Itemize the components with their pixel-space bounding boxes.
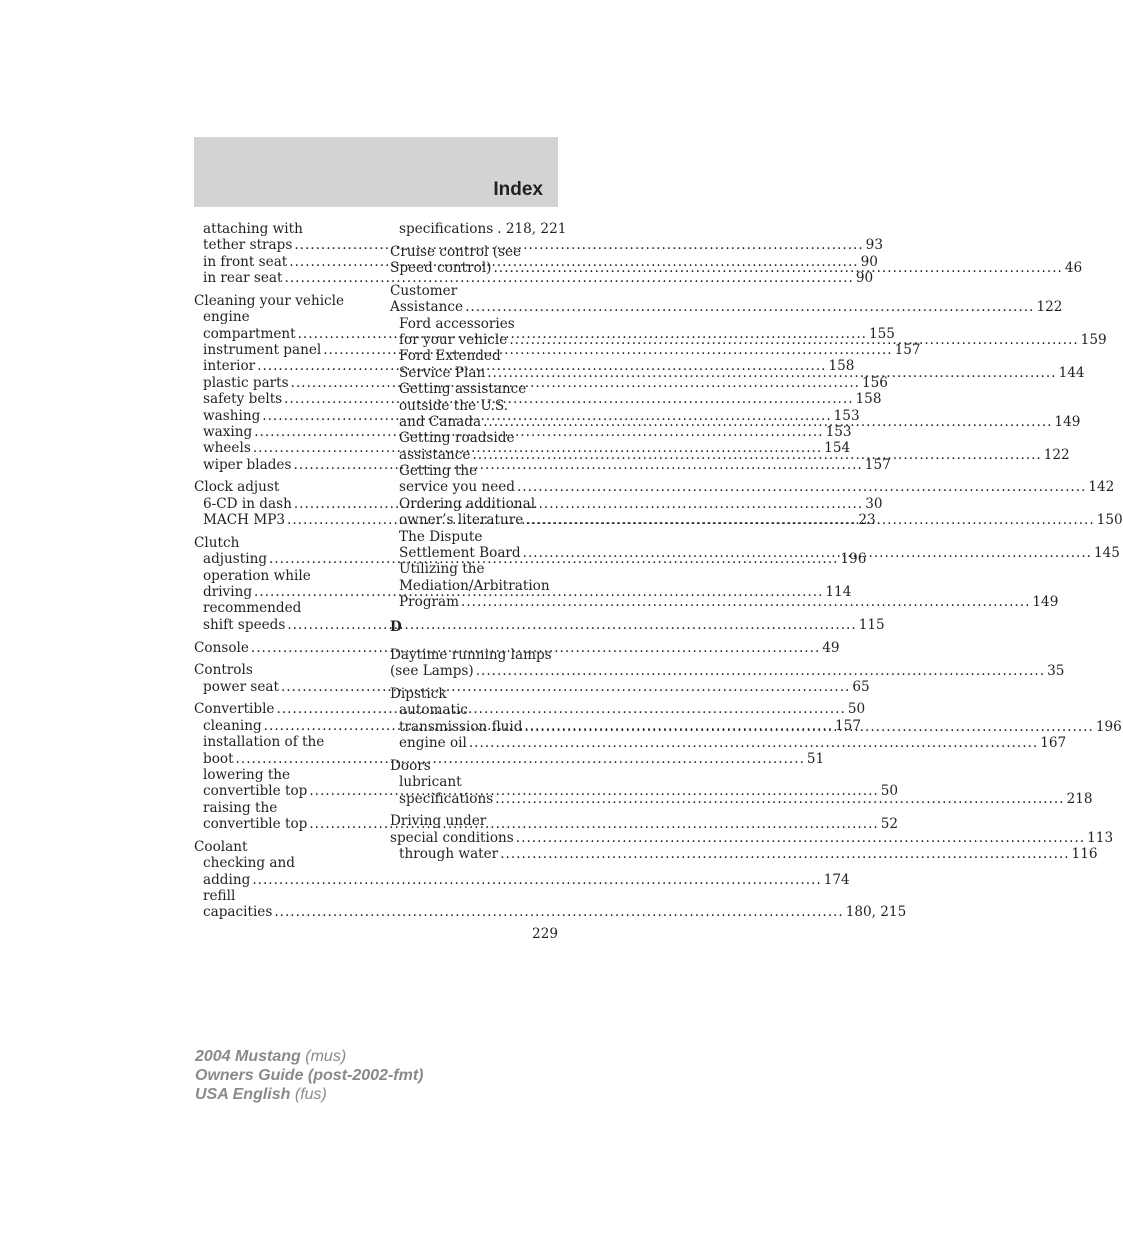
- entry-term: The Dispute: [399, 528, 483, 545]
- index-subentry: [390, 221, 567, 237]
- entry-term: checking and: [203, 855, 295, 872]
- entry-page-ref: 153: [825, 423, 852, 440]
- footer-line-1: [195, 1047, 423, 1066]
- index-subentry: [390, 430, 558, 446]
- entry-term: specifications: [399, 790, 494, 807]
- index-subentry: [194, 888, 362, 904]
- entry-page-ref: 156: [861, 374, 888, 391]
- index-subentry: [194, 270, 874, 287]
- leader-dots: [495, 791, 1064, 807]
- entry-term: MACH MP3: [203, 512, 286, 529]
- entry-page-ref: 154: [824, 440, 851, 457]
- entry-term: driving: [203, 584, 253, 601]
- index-subentry: [390, 381, 558, 397]
- index-header-bar: [194, 137, 558, 207]
- page-number: 229: [532, 926, 558, 942]
- leader-dots: [476, 663, 1045, 679]
- entry-term: for your vehicle: [399, 331, 508, 348]
- index-entry: [194, 839, 362, 855]
- entry-term: automatic: [399, 702, 468, 719]
- entry-term: Getting roadside: [399, 430, 515, 447]
- entry-page-ref: 23: [858, 512, 876, 529]
- index-entry: [194, 662, 362, 678]
- entry-term: wiper blades: [203, 456, 292, 473]
- entry-term: Ford Extended: [399, 348, 501, 365]
- index-subentry: [194, 568, 362, 584]
- leader-dots: [509, 332, 1078, 348]
- entry-page-ref: 158: [828, 358, 855, 375]
- entry-term: washing: [203, 407, 261, 424]
- entry-term: Assistance: [390, 299, 464, 316]
- entry-page-ref: 149: [1054, 413, 1081, 430]
- entry-page-ref: 49: [822, 639, 840, 656]
- entry-page-ref: 142: [1088, 479, 1115, 496]
- index-subentry: [390, 496, 558, 512]
- entry-page-ref: 158: [855, 391, 882, 408]
- entry-term: recommended: [203, 600, 302, 617]
- entry-term: in front seat: [203, 253, 288, 270]
- entry-term: engine oil: [399, 735, 467, 752]
- index-entry: [194, 293, 362, 309]
- entry-page-ref: 218: [1066, 790, 1093, 807]
- index-subentry: [194, 734, 362, 750]
- index-entry: [390, 647, 558, 663]
- section-letter: D: [390, 618, 402, 635]
- entry-term: Program: [399, 594, 460, 611]
- entry-page-ref: 90: [860, 253, 878, 270]
- index-entry: [194, 535, 362, 551]
- entry-term: Ford accessories: [399, 315, 515, 332]
- index-subentry: [390, 398, 558, 414]
- entry-term: (see Lamps): [390, 663, 474, 680]
- entry-page-ref: 50: [880, 783, 899, 800]
- entry-page-ref: 46: [1064, 260, 1083, 277]
- leader-dots: [294, 237, 863, 253]
- leader-dots: [500, 846, 1069, 862]
- entry-page-ref: 122: [1036, 299, 1063, 316]
- entry-term: Daytime running lamps: [390, 646, 552, 663]
- index-subentry: [194, 616, 885, 633]
- entry-page-ref: 35: [1047, 663, 1065, 680]
- entry-term: capacities: [203, 904, 273, 921]
- footer-model-code: (mus): [305, 1048, 347, 1065]
- entry-term: Convertible: [194, 701, 275, 718]
- index-subentry: [390, 578, 558, 594]
- entry-term: engine: [203, 309, 250, 326]
- leader-dots: [493, 260, 1062, 276]
- entry-page-ref: 153: [833, 407, 860, 424]
- index-entry: [390, 283, 558, 299]
- leader-dots: [281, 679, 850, 695]
- entry-term: interior: [203, 358, 256, 375]
- index-subentry: [390, 594, 1059, 611]
- entry-term: specifications: [399, 221, 494, 237]
- index-subentry: [194, 767, 362, 783]
- entry-term: Utilizing the: [399, 561, 485, 578]
- entry-term: convertible top: [203, 816, 308, 833]
- entry-page-ref: 196: [840, 551, 867, 568]
- entry-page-ref: 196: [1095, 718, 1122, 735]
- leader-dots: [284, 391, 853, 407]
- entry-page-ref: 167: [1040, 735, 1067, 752]
- leader-dots: [524, 719, 1093, 735]
- leader-dots: [516, 830, 1085, 846]
- index-entry: [390, 829, 1114, 846]
- entry-page-ref: 149: [1032, 594, 1059, 611]
- footer-language-code: (fus): [294, 1086, 327, 1103]
- entry-term: Controls: [194, 662, 253, 679]
- leader-dots: [525, 512, 1094, 528]
- entry-term: Getting assistance: [399, 381, 527, 398]
- leader-dots: [487, 365, 1056, 381]
- entry-page-ref: 51: [806, 750, 825, 767]
- index-entry: [390, 299, 1063, 316]
- entry-term: instrument panel: [203, 342, 322, 359]
- index-subentry: [194, 309, 362, 325]
- entry-term: tether straps: [203, 237, 293, 254]
- entry-term: power seat: [203, 678, 279, 695]
- entry-term: transmission fluid: [399, 718, 523, 735]
- entry-page-ref: 93: [865, 237, 883, 254]
- entry-term: owner’s literature: [399, 512, 524, 529]
- entry-term: shift speeds: [203, 616, 286, 633]
- entry-page-ref: 122: [1043, 446, 1070, 463]
- entry-term: and Canada: [399, 413, 482, 430]
- footer-guide: Owners Guide (post-2002-fmt): [195, 1067, 424, 1084]
- index-subentry: [390, 735, 1067, 752]
- entry-term: cleaning: [203, 717, 262, 734]
- entry-term: special conditions: [390, 829, 514, 846]
- entry-term: Mediation/Arbitration: [399, 577, 550, 594]
- entry-page-ref: 50: [847, 701, 866, 718]
- index-entry: [194, 479, 362, 495]
- entry-term: Customer: [390, 282, 458, 299]
- entry-term: Getting the: [399, 463, 478, 480]
- entry-term: compartment: [203, 325, 296, 342]
- leader-dots: [469, 735, 1038, 751]
- leader-dots: [252, 872, 821, 888]
- index-subentry: [194, 221, 362, 237]
- entry-page-ref: 159: [1080, 331, 1107, 348]
- entry-term: Coolant: [194, 838, 248, 855]
- entry-term: attaching with: [203, 221, 303, 237]
- entry-term: installation of the: [203, 734, 325, 751]
- leader-dots: [274, 904, 843, 920]
- footer-model: 2004 Mustang: [195, 1048, 301, 1065]
- entry-page-ref: . 218, 221: [497, 221, 567, 237]
- entry-term: raising the: [203, 799, 278, 816]
- leader-dots: [517, 479, 1086, 495]
- entry-term: Dipstick: [390, 686, 447, 703]
- entry-page-ref: 157: [864, 456, 891, 473]
- entry-term: Cleaning your vehicle: [194, 292, 345, 309]
- page-title: Index: [493, 179, 543, 200]
- entry-term: adjusting: [203, 551, 268, 568]
- entry-term: Ordering additional: [399, 495, 536, 512]
- entry-term: service you need: [399, 479, 516, 496]
- index-subentry: [390, 702, 558, 718]
- footer-line-2: [195, 1066, 423, 1085]
- entry-term: waxing: [203, 423, 253, 440]
- entry-term: Driving under: [390, 813, 487, 830]
- leader-dots: [472, 447, 1041, 463]
- leader-dots: [287, 617, 856, 633]
- index-subentry: [390, 316, 558, 332]
- entry-page-ref: 144: [1058, 364, 1085, 381]
- entry-page-ref: 150: [1096, 512, 1123, 529]
- entry-term: outside the U.S.: [399, 397, 509, 414]
- entry-term: adding: [203, 871, 251, 888]
- entry-term: Speed control): [390, 260, 492, 277]
- document-footer: [195, 1047, 423, 1104]
- index-subentry: [390, 463, 558, 479]
- entry-page-ref: 30: [865, 495, 883, 512]
- leader-dots: [523, 545, 1092, 561]
- index-subentry: [390, 846, 1098, 863]
- index-subentry: [390, 561, 558, 577]
- entry-term: in rear seat: [203, 270, 283, 287]
- index-subentry: [390, 774, 558, 790]
- entry-term: safety belts: [203, 391, 283, 408]
- index-entry: [390, 244, 558, 260]
- entry-term: Console: [194, 639, 249, 656]
- entry-term: lubricant: [399, 774, 462, 791]
- entry-term: Clock adjust: [194, 479, 280, 496]
- index-entry: [390, 813, 558, 829]
- index-subentry: [194, 904, 907, 921]
- leader-dots: [461, 594, 1030, 610]
- entry-term: wheels: [203, 440, 251, 457]
- entry-page-ref: 113: [1087, 829, 1114, 846]
- entry-page-ref: 155: [868, 325, 895, 342]
- entry-term: convertible top: [203, 783, 308, 800]
- index-subentry: [390, 479, 1115, 496]
- index-entry: [390, 758, 558, 774]
- entry-page-ref: 90: [855, 270, 874, 287]
- entry-page-ref: 180, 215: [845, 904, 907, 921]
- entry-term: assistance: [399, 446, 471, 463]
- entry-page-ref: 157: [835, 717, 861, 734]
- entry-term: plastic parts: [203, 374, 289, 391]
- entry-term: refill: [203, 887, 236, 904]
- entry-page-ref: 174: [823, 871, 850, 888]
- leader-dots: [465, 299, 1034, 315]
- entry-page-ref: 65: [852, 678, 870, 695]
- entry-term: 6-CD in dash: [203, 495, 292, 512]
- entry-page-ref: 115: [858, 616, 885, 633]
- index-subentry: [194, 855, 362, 871]
- entry-term: Doors: [390, 757, 431, 774]
- leader-dots: [294, 496, 863, 512]
- index-subentry: [194, 800, 362, 816]
- entry-term: Service Plan: [399, 364, 486, 381]
- entry-page-ref: 157: [894, 342, 921, 359]
- leader-dots: [276, 701, 845, 717]
- entry-term: Cruise control (see: [390, 243, 522, 260]
- index-subentry: [194, 871, 850, 888]
- index-subentry: [390, 348, 558, 364]
- entry-page-ref: 52: [880, 816, 899, 833]
- entry-page-ref: 116: [1071, 846, 1098, 863]
- entry-page-ref: 114: [825, 584, 852, 601]
- index-entry: [390, 663, 1065, 680]
- index-subentry: [390, 529, 558, 545]
- entry-term: Settlement Board: [399, 545, 521, 562]
- entry-term: lowering the: [203, 766, 291, 783]
- entry-term: boot: [203, 750, 234, 767]
- entry-page-ref: 145: [1094, 545, 1120, 562]
- entry-term: Clutch: [194, 534, 240, 551]
- footer-language: USA English: [195, 1086, 291, 1103]
- footer-line-3: [195, 1085, 423, 1104]
- entry-term: through water: [399, 846, 499, 863]
- index-entry: [390, 686, 558, 702]
- index-subentry: [194, 600, 362, 616]
- leader-dots: [483, 414, 1052, 430]
- entry-term: operation while: [203, 567, 311, 584]
